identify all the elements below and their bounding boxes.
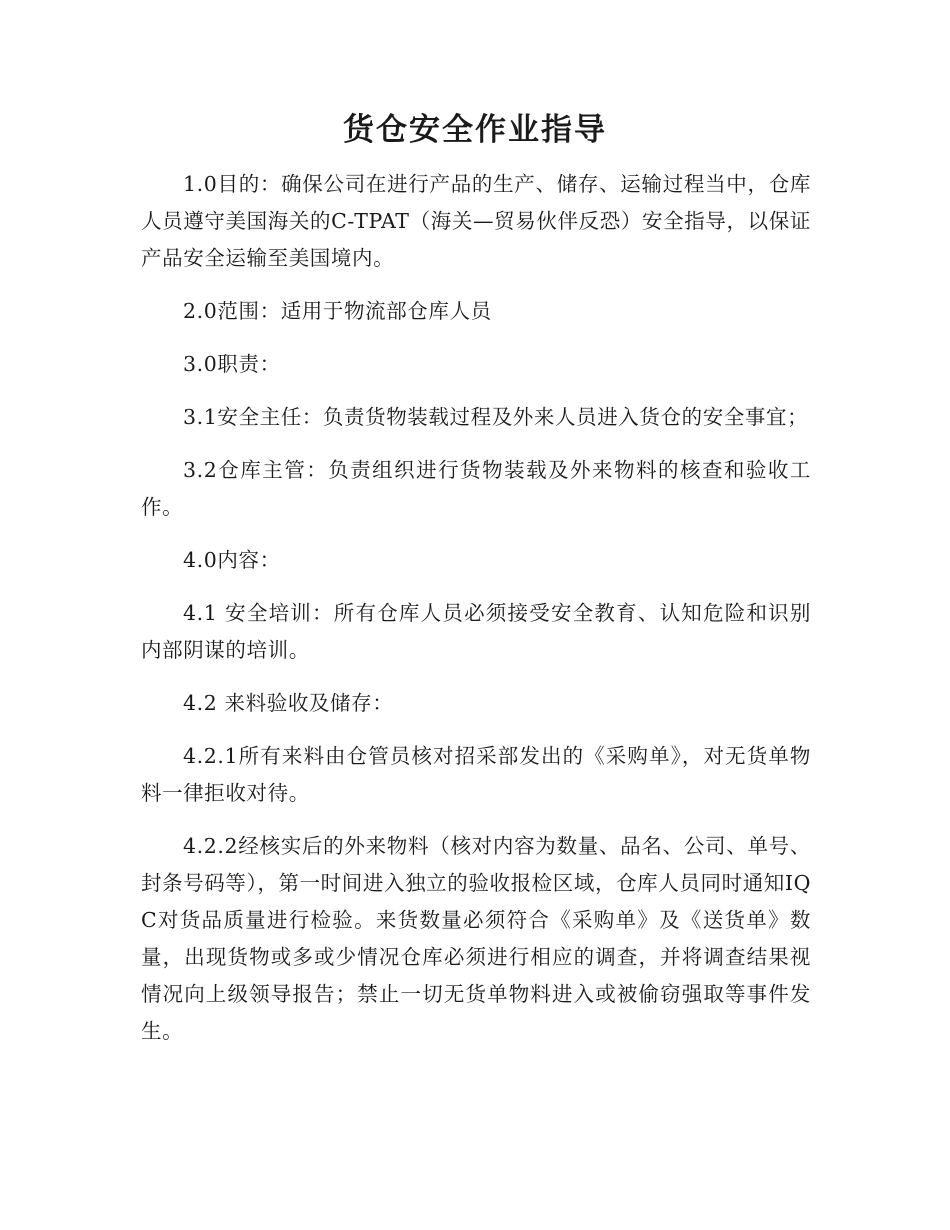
document-title: 货仓安全作业指导	[343, 112, 607, 148]
paragraph-scope: 2.0范围：适用于物流部仓库人员	[183, 299, 492, 323]
paragraph-responsibilities-heading: 3.0职责：	[183, 352, 281, 376]
document-body	[141, 166, 811, 1066]
paragraph-warehouse-supervisor: 3.2仓库主管：负责组织进行货物装载及外来物料的核查和验收工作。	[141, 458, 811, 519]
paragraph-verification-inspection: 4.2.2经核实后的外来物料（核对内容为数量、品名、公司、单号、封条号码等），第一时间进入独立的验收报检区域，仓库人员同时通知IQC对货品质量进行检验。来货数量必须符合《采购单》及《送货单》数量，出现货物或多或少情况仓库必须进行相应的调查，并将调查结果视情况向上级领导报告；禁止一切无货单物料进入或被偷窃强取等事件发生。	[141, 834, 811, 1043]
paragraph-content-heading: 4.0内容：	[183, 548, 281, 572]
paragraph-safety-officer: 3.1安全主任：负责货物装载过程及外来人员进入货仓的安全事宜；	[183, 405, 809, 429]
paragraph-incoming-storage-heading: 4.2 来料验收及储存：	[183, 691, 394, 715]
paragraph-purpose: 1.0目的：确保公司在进行产品的生产、储存、运输过程当中，仓库人员遵守美国海关的C-TPAT（海关—贸易伙伴反恐）安全指导，以保证产品安全运输至美国境内。	[141, 172, 811, 270]
paragraph-purchase-order-check: 4.2.1所有来料由仓管员核对招采部发出的《采购单》，对无货单物料一律拒收对待。	[141, 744, 811, 805]
paragraph-safety-training: 4.1 安全培训：所有仓库人员必须接受安全教育、认知危险和识别内部阴谋的培训。	[141, 601, 811, 662]
